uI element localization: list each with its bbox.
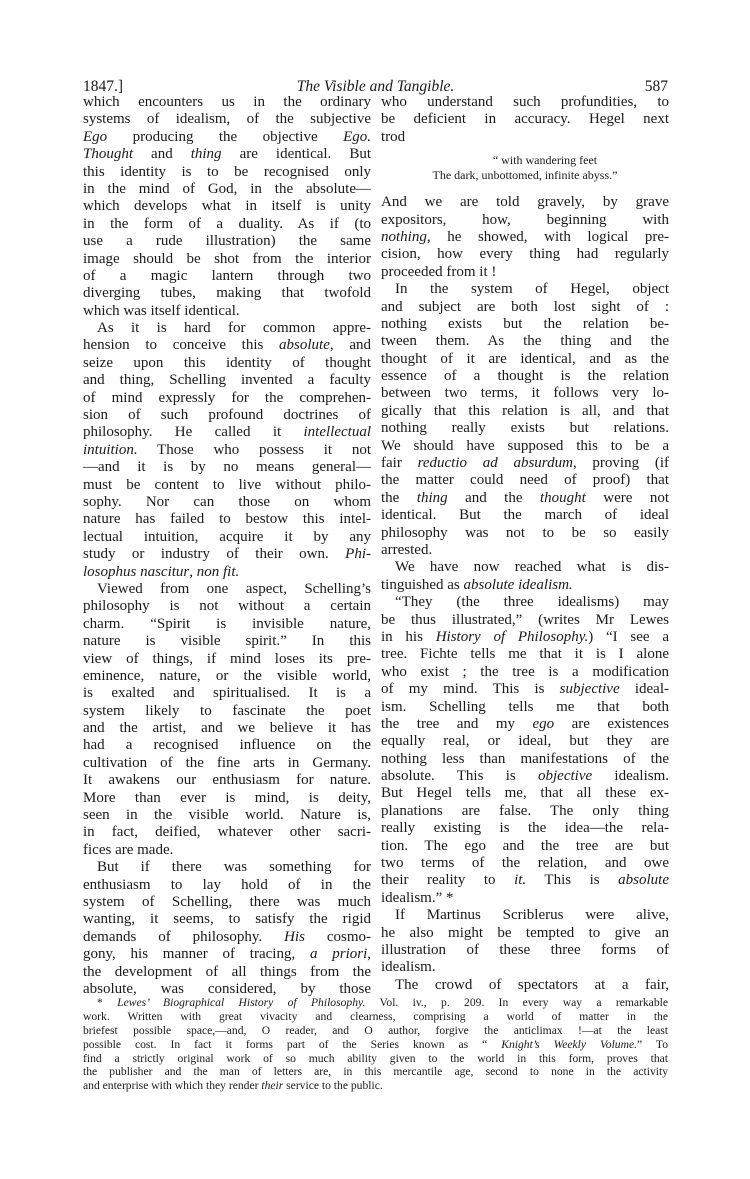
right-column-text xyxy=(381,194,669,994)
text-line xyxy=(381,542,669,559)
text-line xyxy=(381,890,669,907)
text-line xyxy=(83,996,668,1010)
text-run: the tree and my xyxy=(381,715,533,732)
text-run: idealism. xyxy=(592,768,669,785)
text-line xyxy=(83,755,371,772)
paragraph xyxy=(381,977,669,994)
italic-text-run: Ego. xyxy=(343,128,371,145)
text-line xyxy=(381,94,669,111)
text-run: fair xyxy=(381,455,418,472)
paragraph xyxy=(381,281,669,559)
text-line xyxy=(83,703,371,720)
text-run: tinguished as xyxy=(381,576,464,593)
paragraph xyxy=(381,94,669,146)
text-line xyxy=(381,385,669,402)
text-line xyxy=(83,581,371,598)
italic-text-run: a priori xyxy=(309,946,368,963)
text-line xyxy=(381,785,669,802)
text-line xyxy=(83,129,371,146)
text-run: But Hegel tells me, that all these ex- xyxy=(381,785,669,802)
text-line xyxy=(83,529,371,546)
text-run: essence of a thought is the relation xyxy=(381,368,669,385)
text-line xyxy=(381,351,669,368)
text-run: absolute. This is xyxy=(381,768,538,785)
text-line xyxy=(83,181,371,198)
text-line xyxy=(83,772,371,789)
text-run: tween them. As the thing and the xyxy=(381,333,669,350)
text-run: nothing exists but the relation be- xyxy=(381,315,669,332)
text-line xyxy=(381,612,669,629)
italic-text-run: subjective xyxy=(559,681,620,698)
text-run: systems of idealism, of the subjective xyxy=(83,111,371,128)
text-line xyxy=(381,646,669,663)
italic-text-run: Phi- xyxy=(345,546,371,563)
text-run: nature has failed to bestow this intel- xyxy=(83,511,371,528)
text-run: ism. Schelling tells me that both xyxy=(381,698,669,715)
text-line xyxy=(83,790,371,807)
italic-text-run: nothing xyxy=(381,228,427,245)
italic-text-run: intellectual xyxy=(303,424,371,441)
text-line xyxy=(83,511,371,528)
text-run: proceeded from it ! xyxy=(381,263,497,280)
text-run: is exalted and spiritualised. It is a xyxy=(83,685,371,702)
text-line xyxy=(381,629,669,646)
text-line xyxy=(83,372,371,389)
text-run: More than ever is mind, is deity, xyxy=(83,789,371,806)
text-run: study or industry of their own. xyxy=(83,546,346,563)
text-line xyxy=(381,977,669,994)
text-run: gically that this relation is all, and that xyxy=(381,402,669,419)
text-run: system of Schelling, there was much xyxy=(83,893,371,910)
text-line xyxy=(83,824,371,841)
text-run: briefest possible space,—and, O reader, and O author, forgive the anticlimax !—at the least xyxy=(83,1023,668,1037)
text-line xyxy=(83,651,371,668)
text-line xyxy=(381,768,669,785)
text-run: use a rude illustration) the same xyxy=(83,233,371,250)
text-run: eminence, nature, or the visible world, xyxy=(83,667,371,684)
text-run: fices are made. xyxy=(83,841,174,858)
text-line xyxy=(381,316,669,333)
text-line xyxy=(83,1010,668,1024)
text-line xyxy=(381,838,669,855)
text-line xyxy=(381,129,669,146)
text-run: nothing really exists but relations. xyxy=(381,420,669,437)
text-line xyxy=(83,285,371,302)
text-run: enthusiasm to lay hold of in the xyxy=(83,876,371,893)
text-run: arrested. xyxy=(381,541,433,558)
text-run: he also might be tempted to give an xyxy=(381,924,669,941)
text-run: tree. Fichte tells me that it is I alone xyxy=(381,646,669,663)
italic-text-run: Lewes’ Biographical History of Philosophy. xyxy=(117,996,366,1009)
italic-text-run: Knight’s Weekly Volume. xyxy=(501,1037,638,1051)
right-column xyxy=(381,94,669,994)
text-line xyxy=(381,299,669,316)
text-run: find a strictly original work of so much ability given to the world in this form, proves that xyxy=(83,1051,668,1065)
paragraph xyxy=(381,559,669,594)
text-line xyxy=(381,420,669,437)
text-run: in the mind of God, in the absolute— xyxy=(83,180,371,197)
text-line xyxy=(381,820,669,837)
text-run: , xyxy=(189,563,197,580)
text-run: —and it is by no means general— xyxy=(83,459,371,476)
paragraph xyxy=(83,996,668,1093)
text-run: nothing less than manifestations of the xyxy=(381,750,669,767)
text-line xyxy=(83,929,371,946)
footnote xyxy=(83,996,668,1093)
text-run: and the xyxy=(447,489,540,506)
text-line xyxy=(381,803,669,820)
text-run: ideal- xyxy=(619,681,669,698)
quote-line: The dark, unbottomed, infinite abyss.” xyxy=(432,167,618,182)
text-line xyxy=(83,216,371,233)
text-run: between two terms, it follows very lo- xyxy=(381,385,669,402)
text-line xyxy=(381,942,669,959)
italic-text-run: absolute xyxy=(618,872,669,889)
text-line xyxy=(381,872,669,889)
text-line xyxy=(83,320,371,337)
text-line xyxy=(381,594,669,611)
text-line xyxy=(381,438,669,455)
text-line xyxy=(83,251,371,268)
text-run: ) “I see a xyxy=(588,628,669,645)
text-run: Vol. iv., p. 209. In every way a remarkable xyxy=(365,996,668,1009)
text-run: demands of philosophy. xyxy=(83,928,285,945)
text-run: the xyxy=(381,489,417,506)
text-run: , xyxy=(367,946,371,963)
text-run: of a magic lantern through two xyxy=(83,267,371,284)
text-line xyxy=(381,855,669,872)
text-run: We should have supposed this to be a xyxy=(381,437,669,454)
text-run: thought of it are identical, and as the xyxy=(381,350,669,367)
text-run: view of things, if mind loses its pre- xyxy=(83,650,371,667)
text-run: equally real, or ideal, but they are xyxy=(381,733,669,750)
text-line xyxy=(381,507,669,524)
text-line xyxy=(83,424,371,441)
text-run: philosophy. He called it xyxy=(83,424,304,441)
text-line xyxy=(381,455,669,472)
text-line xyxy=(83,546,371,563)
text-line xyxy=(83,164,371,181)
text-run: had a recognised influence on the xyxy=(83,737,371,754)
text-run: in fact, deified, whatever other sacri- xyxy=(83,824,371,841)
text-run: two terms of the relation, and owe xyxy=(381,855,669,872)
text-run: be deficient in accuracy. Hegel next xyxy=(381,111,669,128)
italic-text-run: objective xyxy=(538,768,593,785)
text-line xyxy=(83,946,371,963)
text-line xyxy=(83,668,371,685)
text-run: producing the objective xyxy=(107,128,344,145)
text-run: which was itself identical. xyxy=(83,302,240,319)
text-run: cosmo- xyxy=(304,928,371,945)
text-line xyxy=(381,111,669,128)
footnote-text xyxy=(83,996,668,1093)
text-run: charm. “Spirit is invisible nature, xyxy=(83,615,371,632)
text-line xyxy=(83,877,371,894)
text-line xyxy=(381,733,669,750)
text-line xyxy=(381,403,669,420)
text-line xyxy=(83,1065,668,1079)
right-column-opening-text xyxy=(381,94,669,146)
text-run: absolute, was considered, by those xyxy=(83,980,371,997)
text-run: And we are told gravely, by grave xyxy=(381,194,669,211)
italic-text-run: thing xyxy=(190,146,222,163)
italic-text-run: History of Philosophy. xyxy=(435,628,589,645)
italic-text-run: ego xyxy=(532,715,555,732)
text-line xyxy=(83,459,371,476)
text-line xyxy=(83,598,371,615)
text-run: trod xyxy=(381,128,406,145)
text-line xyxy=(83,859,371,876)
verse-quotation xyxy=(381,153,669,182)
text-line xyxy=(381,699,669,716)
text-run: , proving (if xyxy=(572,455,669,472)
italic-text-run: absolute idealism. xyxy=(463,576,573,593)
text-run: idealism.” * xyxy=(381,889,454,906)
text-run: We have now reached what is dis- xyxy=(395,559,669,576)
text-line xyxy=(381,907,669,924)
italic-text-run: losophus nascitur xyxy=(83,563,190,580)
text-run: philosophy was not to be so easily xyxy=(381,524,669,541)
paragraph xyxy=(83,320,371,581)
text-run: were not xyxy=(585,489,670,506)
text-run: possible cost. In fact it forms part of the Series known as “ xyxy=(83,1037,502,1051)
left-column xyxy=(83,94,371,998)
text-run: seen in the visible world. Nature is, xyxy=(83,807,371,824)
text-line xyxy=(83,94,371,111)
text-run: and thing, Schelling invented a faculty xyxy=(83,372,371,389)
italic-text-run: reductio ad absurdum xyxy=(417,455,573,472)
text-line xyxy=(83,1038,668,1052)
text-line xyxy=(83,268,371,285)
text-run: In the system of Hegel, object xyxy=(395,281,669,298)
italic-text-run: non fit. xyxy=(196,563,240,580)
text-line xyxy=(381,577,669,594)
italic-text-run: intuition. xyxy=(83,441,138,458)
text-run: in his xyxy=(381,628,436,645)
text-run: the matter could need of proof) that xyxy=(381,472,669,489)
text-run: It awakens our enthusiasm for nature. xyxy=(83,772,371,789)
text-run: work. Written with great vivacity and clearness, comprising a world of matter in the xyxy=(83,1009,668,1023)
text-line xyxy=(83,233,371,250)
text-run: expositors, how, beginning with xyxy=(381,211,669,228)
italic-text-run: it. xyxy=(514,872,527,889)
paragraph xyxy=(381,907,669,977)
text-run: idealism. xyxy=(381,959,436,976)
text-run: tion. The ego and the tree are but xyxy=(381,837,669,854)
text-run: If Martinus Scriblerus were alive, xyxy=(395,907,669,924)
text-run: , and xyxy=(329,337,371,354)
text-line xyxy=(83,494,371,511)
text-line xyxy=(83,303,371,320)
text-run: As it is hard for common appre- xyxy=(97,320,371,337)
text-run: * xyxy=(97,996,118,1009)
text-run: , he showed, with logical pre- xyxy=(426,228,669,245)
text-line xyxy=(381,368,669,385)
text-run: sophy. Nor can those on whom xyxy=(83,493,371,510)
text-line xyxy=(83,964,371,981)
paragraph xyxy=(83,94,371,320)
quote-line: “ with wandering feet xyxy=(492,153,598,168)
text-line xyxy=(381,472,669,489)
text-run: who exist ; the tree is a modification xyxy=(381,663,669,680)
text-line xyxy=(381,716,669,733)
italic-text-run: thing xyxy=(416,489,448,506)
text-run: identical. But the march of ideal xyxy=(381,507,669,524)
paragraph xyxy=(83,859,371,998)
text-run: of mind expressly for the comprehen- xyxy=(83,389,371,406)
text-run: nature is visible spirit.” In this xyxy=(83,633,371,650)
text-line xyxy=(83,720,371,737)
paragraph xyxy=(83,581,371,859)
text-run: wanting, it seems, to satisfy the rigid xyxy=(83,911,371,928)
text-run: cision, how every thing had regularly xyxy=(381,246,669,263)
text-run: in the form of a duality. As if (to xyxy=(83,215,371,232)
text-line xyxy=(381,959,669,976)
text-run: and the artist, and we believe it has xyxy=(83,720,371,737)
text-line xyxy=(83,337,371,354)
text-line xyxy=(83,1079,668,1093)
text-run: the publisher and the man of letters are, in this mercantile age, second to none in the activity xyxy=(83,1065,668,1079)
text-run: sion of such profound doctrines of xyxy=(83,407,371,424)
text-line xyxy=(83,146,371,163)
text-run: service to the public. xyxy=(283,1079,383,1093)
text-run: are identical. But xyxy=(221,146,371,163)
text-line xyxy=(381,751,669,768)
text-line xyxy=(381,664,669,681)
text-line xyxy=(381,264,669,281)
text-line xyxy=(83,111,371,128)
text-line xyxy=(83,355,371,372)
text-line xyxy=(83,842,371,859)
text-line xyxy=(381,490,669,507)
text-run: hension to conceive this xyxy=(83,337,280,354)
italic-text-run: absolute xyxy=(279,337,330,354)
text-run: really existing is the idea—the rela- xyxy=(381,820,669,837)
text-run: cultivation of the fine arts in Germany. xyxy=(83,754,371,771)
text-run: seize upon this identity of thought xyxy=(83,354,371,371)
text-line xyxy=(83,442,371,459)
text-run: This is xyxy=(526,872,619,889)
text-line xyxy=(381,559,669,576)
text-run: this identity is to be recognised only xyxy=(83,163,371,180)
text-line xyxy=(83,407,371,424)
text-run: and xyxy=(133,146,191,163)
text-line xyxy=(83,616,371,633)
text-run: Viewed from one aspect, Schelling’s xyxy=(97,580,371,597)
text-run: philosophy is not without a certain xyxy=(83,598,371,615)
left-column-text xyxy=(83,94,371,998)
text-run: The crowd of spectators at a fair, xyxy=(395,976,669,993)
text-run: image should be shot from the interior xyxy=(83,250,371,267)
text-line xyxy=(381,925,669,942)
text-run: and subject are both lost sight of : xyxy=(381,298,669,315)
italic-text-run: Thought xyxy=(83,146,134,163)
text-line xyxy=(381,525,669,542)
paragraph xyxy=(381,594,669,907)
text-line xyxy=(83,564,371,581)
italic-text-run: His xyxy=(284,928,305,945)
text-line xyxy=(381,212,669,229)
text-line xyxy=(83,911,371,928)
text-run: planations are false. The only thing xyxy=(381,802,669,819)
text-run: ” To xyxy=(637,1037,669,1051)
italic-text-run: their xyxy=(261,1079,284,1093)
text-line xyxy=(381,246,669,263)
text-line xyxy=(381,333,669,350)
text-run: must be content to live without philo- xyxy=(83,476,371,493)
text-line xyxy=(83,807,371,824)
text-line xyxy=(83,1024,668,1038)
text-line xyxy=(83,390,371,407)
text-run: diverging tubes, making that twofold xyxy=(83,285,371,302)
italic-text-run: thought xyxy=(539,489,586,506)
text-run: lectual intuition, acquire it by any xyxy=(83,528,371,545)
text-run: Those who possess it not xyxy=(137,441,371,458)
text-line xyxy=(83,477,371,494)
italic-text-run: Ego xyxy=(83,128,108,145)
text-run: gony, his manner of tracing, xyxy=(83,946,310,963)
header-title: The Visible and Tangible. xyxy=(296,78,455,95)
text-line xyxy=(381,281,669,298)
text-line xyxy=(83,198,371,215)
text-run: which encounters us in the ordinary xyxy=(83,94,371,110)
text-run: who understand such profundities, to xyxy=(381,94,669,110)
text-run: which develops what in itself is unity xyxy=(83,198,371,215)
text-line xyxy=(381,194,669,211)
page-number: 587 xyxy=(644,78,668,95)
text-line xyxy=(381,229,669,246)
text-line xyxy=(83,1052,668,1066)
text-run: are existences xyxy=(554,715,669,732)
text-line xyxy=(83,737,371,754)
text-run: and enterprise with which they render xyxy=(83,1079,262,1093)
text-run: of my mind. This is xyxy=(381,681,560,698)
header-year: 1847.] xyxy=(83,78,124,95)
text-run: their reality to xyxy=(381,872,515,889)
text-line xyxy=(381,681,669,698)
text-run: illustration of these three forms of xyxy=(381,941,669,958)
text-line xyxy=(83,894,371,911)
paragraph xyxy=(381,194,669,281)
text-run: But if there was something for xyxy=(97,859,371,876)
text-run: be thus illustrated,” (writes Mr Lewes xyxy=(381,611,669,628)
text-run: system likely to fascinate the poet xyxy=(83,702,371,719)
text-run: “They (the three idealisms) may xyxy=(395,594,669,611)
text-line xyxy=(83,685,371,702)
text-run: the development of all things from the xyxy=(83,963,371,980)
text-line xyxy=(83,633,371,650)
